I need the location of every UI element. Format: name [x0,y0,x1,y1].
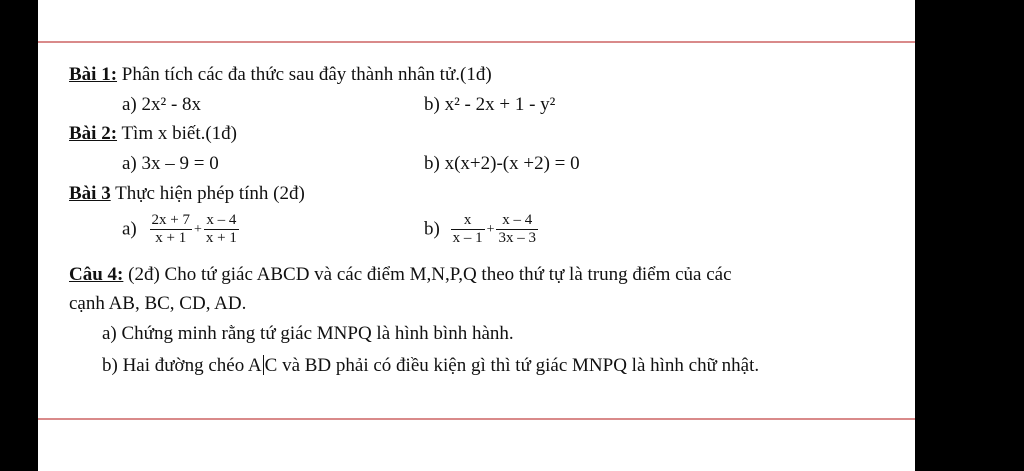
bai1-line [69,64,492,86]
bai2-heading: Bài 2: [69,123,118,144]
fraction-numerator: x [451,212,485,230]
cau4-text: (2đ) Cho tứ giác ABCD và các điểm M,N,P,Q theo thứ tự là trung điểm của các [123,264,732,285]
fraction-denominator: x – 1 [452,230,483,246]
bai3-b-label: b) [424,218,440,240]
top-divider [38,41,915,43]
fraction-denominator: x + 1 [155,230,187,246]
fraction-denominator: 3x – 3 [498,230,536,246]
bai2-line [69,123,237,145]
cau4-a: a) Chứng minh rằng tứ giác MNPQ là hình bình hành. [102,323,514,344]
cau4-line-2: cạnh AB, BC, CD, AD. [69,293,247,314]
bai1-text: Phân tích các đa thức sau đây thành nhân tử.(1đ) [117,64,492,85]
cau4-line-1 [69,264,732,286]
fraction-denominator: x + 1 [205,230,237,246]
bai3-a [122,212,240,247]
fraction-numerator: x – 4 [204,212,239,230]
fraction-numerator: x – 4 [496,212,538,230]
cau4-b [102,355,759,377]
bai3-b-fraction-1 [451,212,485,247]
cau4-heading: Câu 4: [69,264,124,285]
bai3-line [69,183,305,205]
bai3-b [424,212,539,247]
bai3-heading: Bài 3 [69,183,111,204]
bai2-a: a) 3x – 9 = 0 [122,153,219,174]
bai2-text: Tìm x biết.(1đ) [117,123,237,144]
bai3-text: Thực hiện phép tính (2đ) [110,183,305,204]
bai2-b: b) x(x+2)-(x +2) = 0 [424,153,580,174]
plus-sign: + [486,221,495,237]
bai3-a-label: a) [122,218,137,240]
bai3-a-fraction-2 [204,212,239,247]
bottom-divider [38,418,915,420]
document-page [38,0,915,471]
cau4-b-start: b) Hai đường chéo A [102,355,262,376]
bai1-heading: Bài 1: [69,64,118,85]
cau4-b-end: C và BD phải có điều kiện gì thì tứ giác MNPQ là hình chữ nhật. [264,355,760,376]
text-cursor [263,355,264,375]
bai1-b: b) x² - 2x + 1 - y² [424,94,556,115]
plus-sign: + [193,221,202,237]
fraction-numerator: 2x + 7 [151,212,190,228]
bai3-b-fraction-2 [496,212,538,247]
bai1-a: a) 2x² - 8x [122,94,202,115]
bai3-a-fraction-1 [150,212,192,247]
